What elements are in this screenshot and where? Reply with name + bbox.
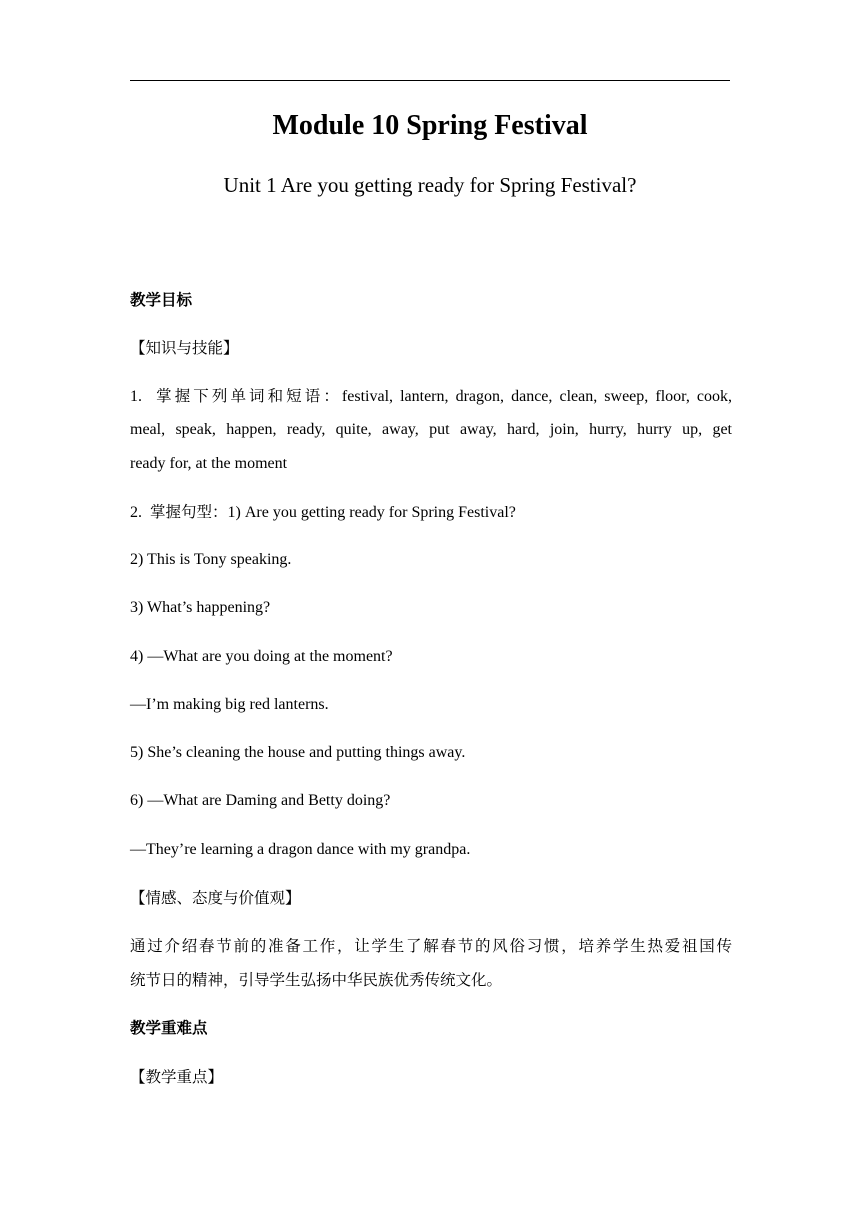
sentence-4: 4) —What are you doing at the moment? (130, 648, 393, 665)
item1-prefix: 1. (130, 388, 142, 405)
item2-prefix: 2. (130, 504, 142, 521)
emotion-line2: 统节日的精神，引导学生弘扬中华民族优秀传统文化。 (130, 971, 503, 989)
item1-line1 (130, 386, 732, 407)
keypoints-heading: 教学重难点 (130, 1019, 208, 1037)
page-subtitle: Unit 1 Are you getting ready for Spring Festival? (223, 173, 637, 197)
sentence-5: 5) She’s cleaning the house and putting things away. (130, 744, 466, 761)
emotion-line1: 通过介绍春节前的准备工作，让学生了解春节的风俗习惯，培养学生热爱祖国传 (130, 937, 732, 955)
emotion-heading: 【情感、态度与价值观】 (130, 889, 301, 907)
sentence-6-answer: —They’re learning a dragon dance with my grandpa. (130, 841, 471, 858)
item1-line3: ready for, at the moment (130, 455, 288, 472)
item2-line (130, 502, 732, 523)
knowledge-heading: 【知识与技能】 (130, 339, 239, 357)
page-title: Module 10 Spring Festival (272, 110, 588, 141)
item1-line2: meal, speak, happen, ready, quite, away, put away, hard, join, hurry, hurry up, get (130, 421, 732, 438)
item2-label: 掌握句型： (150, 503, 228, 521)
sentence-3: 3) What’s happening? (130, 599, 271, 616)
sentence-4-answer: —I’m making big red lanterns. (130, 696, 329, 713)
item1-label: 掌握下列单词和短语： (156, 387, 342, 405)
header-rule (130, 80, 730, 81)
sentence-2: 2) This is Tony speaking. (130, 551, 292, 568)
focus-heading: 【教学重点】 (130, 1068, 224, 1086)
objectives-heading: 教学目标 (130, 291, 193, 309)
item1-words-line1: festival, lantern, dragon, dance, clean, sweep, floor, cook, (341, 388, 732, 405)
sentence-1: 1) Are you getting ready for Spring Festival? (227, 504, 516, 521)
sentence-6: 6) —What are Daming and Betty doing? (130, 792, 391, 809)
